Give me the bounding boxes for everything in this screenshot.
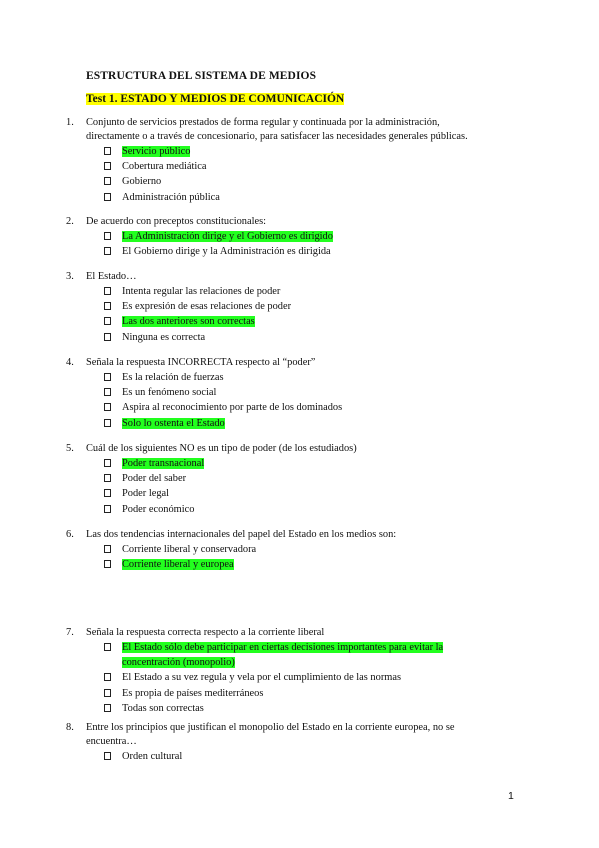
question-number: 4. <box>66 357 74 368</box>
checkbox-icon[interactable] <box>104 752 111 760</box>
answer-option-label: Solo lo ostenta el Estado <box>122 417 225 429</box>
answer-option[interactable] <box>104 244 526 259</box>
checkbox-icon[interactable] <box>104 459 111 467</box>
checkbox-icon[interactable] <box>104 505 111 513</box>
checkbox-icon[interactable] <box>104 147 111 155</box>
checkbox-icon[interactable] <box>104 545 111 553</box>
question-text-line: Las dos tendencias internacionales del papel del Estado en los medios son: <box>86 529 397 540</box>
question-text-line: encuentra… <box>86 736 137 747</box>
checkbox-icon[interactable] <box>104 560 111 568</box>
question-3 <box>66 270 526 345</box>
checkbox-icon[interactable] <box>104 287 111 295</box>
answer-option[interactable] <box>104 284 526 299</box>
question-text <box>86 215 526 229</box>
checkbox-icon[interactable] <box>104 489 111 497</box>
answer-option[interactable] <box>104 502 526 517</box>
question-text <box>86 721 526 749</box>
checkbox-icon[interactable] <box>104 388 111 396</box>
option-list <box>104 640 526 716</box>
answer-option-label: El Gobierno dirige y la Administración es dirigida <box>122 246 331 258</box>
document-title: ESTRUCTURA DEL SISTEMA DE MEDIOS <box>86 70 317 82</box>
page-number: 1 <box>508 790 514 802</box>
answer-option[interactable] <box>104 416 526 431</box>
answer-option[interactable] <box>104 542 526 557</box>
question-text <box>86 356 526 370</box>
answer-option[interactable] <box>104 144 526 159</box>
question-number: 1. <box>66 117 74 128</box>
option-list <box>104 542 526 572</box>
checkbox-icon[interactable] <box>104 403 111 411</box>
answer-option[interactable] <box>104 686 526 701</box>
question-text-line: El Estado… <box>86 271 137 282</box>
answer-option-label-line: El Estado sólo debe participar en ciertas decisiones importantes para evitar la <box>122 642 444 653</box>
checkbox-icon[interactable] <box>104 232 111 240</box>
answer-option[interactable] <box>104 486 526 501</box>
question-number: 5. <box>66 443 74 454</box>
answer-option-label: Es la relación de fuerzas <box>122 372 224 383</box>
option-list <box>104 370 526 431</box>
answer-option[interactable] <box>104 557 526 572</box>
answer-option-label: La Administración dirige y el Gobierno es dirigido <box>122 231 333 242</box>
answer-option-label: Gobierno <box>122 176 162 188</box>
answer-option[interactable] <box>104 640 526 670</box>
answer-option-label: Orden cultural <box>122 751 183 762</box>
option-list <box>104 229 526 259</box>
answer-option[interactable] <box>104 190 526 205</box>
answer-option-label: Es propia de países mediterráneos <box>122 687 264 699</box>
answer-option[interactable] <box>104 229 526 244</box>
answer-option-label: Todas son correctas <box>122 702 204 714</box>
answer-option-label: Poder transnacional <box>122 458 205 469</box>
question-text <box>86 116 526 144</box>
test-subtitle-text: Test 1. ESTADO Y MEDIOS DE COMUNICACIÓN <box>86 93 345 105</box>
checkbox-icon[interactable] <box>104 193 111 201</box>
answer-option-label: Cobertura mediática <box>122 161 207 173</box>
answer-option-label: Intenta regular las relaciones de poder <box>122 286 281 297</box>
answer-option[interactable] <box>104 159 526 174</box>
question-text-line: Conjunto de servicios prestados de forma regular y continuada por la administración, <box>86 117 440 128</box>
option-list <box>104 749 526 764</box>
answer-option[interactable] <box>104 385 526 400</box>
answer-option-label: Poder del saber <box>122 473 187 485</box>
question-4 <box>66 356 526 431</box>
answer-option-label: Las dos anteriores son correctas <box>122 316 255 328</box>
checkbox-icon[interactable] <box>104 643 111 651</box>
option-list <box>104 284 526 345</box>
checkbox-icon[interactable] <box>104 247 111 255</box>
question-2 <box>66 215 526 259</box>
question-text-line: Señala la respuesta correcta respecto a la corriente liberal <box>86 627 325 638</box>
answer-option-label: Aspira al reconocimiento por parte de los dominados <box>122 402 343 414</box>
answer-option-label: Servicio público <box>122 146 191 157</box>
answer-option[interactable] <box>104 400 526 415</box>
question-text <box>86 270 526 284</box>
answer-option[interactable] <box>104 174 526 189</box>
question-text <box>86 626 526 640</box>
question-text-line: Cuál de los siguientes NO es un tipo de poder (de los estudiados) <box>86 443 357 454</box>
question-number: 8. <box>66 722 74 733</box>
option-list <box>104 456 526 517</box>
question-text-line: Entre los principios que justifican el monopolio del Estado en la corriente europea, no se <box>86 722 455 733</box>
answer-option[interactable] <box>104 471 526 486</box>
question-number: 7. <box>66 627 74 638</box>
checkbox-icon[interactable] <box>104 317 111 325</box>
checkbox-icon[interactable] <box>104 474 111 482</box>
test-subtitle <box>86 93 344 105</box>
checkbox-icon[interactable] <box>104 689 111 697</box>
checkbox-icon[interactable] <box>104 177 111 185</box>
answer-option[interactable] <box>104 330 526 345</box>
answer-option[interactable] <box>104 456 526 471</box>
question-8 <box>66 721 526 764</box>
answer-option[interactable] <box>104 670 526 685</box>
question-number: 6. <box>66 529 74 540</box>
answer-option-label: Poder legal <box>122 488 170 500</box>
checkbox-icon[interactable] <box>104 373 111 381</box>
answer-option[interactable] <box>104 749 526 764</box>
question-7 <box>66 626 526 716</box>
answer-option-label-line: concentración (monopolio) <box>122 657 235 669</box>
question-5 <box>66 442 526 517</box>
option-list <box>104 144 526 205</box>
question-text-line: Señala la respuesta INCORRECTA respecto al “poder” <box>86 357 316 368</box>
answer-option[interactable] <box>104 370 526 385</box>
answer-option-label <box>122 642 443 668</box>
answer-option-label: Corriente liberal y conservadora <box>122 544 257 555</box>
answer-option[interactable] <box>104 701 526 716</box>
answer-option[interactable] <box>104 314 526 329</box>
question-6 <box>66 528 526 572</box>
checkbox-icon[interactable] <box>104 704 111 712</box>
checkbox-icon[interactable] <box>104 302 111 310</box>
answer-option-label: El Estado a su vez regula y vela por el cumplimiento de las normas <box>122 672 402 684</box>
question-number: 2. <box>66 216 74 227</box>
checkbox-icon[interactable] <box>104 333 111 341</box>
question-text-line: De acuerdo con preceptos constitucionales: <box>86 216 267 227</box>
question-text-line: directamente o a través de concesionario, para satisfacer las necesidades generales públicas. <box>86 131 468 142</box>
answer-option[interactable] <box>104 299 526 314</box>
answer-option-label: Administración pública <box>122 191 220 203</box>
answer-option-label: Poder económico <box>122 503 195 515</box>
question-text <box>86 528 526 542</box>
answer-option-label: Ninguna es correcta <box>122 331 206 343</box>
answer-option-label: Es expresión de esas relaciones de poder <box>122 301 292 313</box>
checkbox-icon[interactable] <box>104 673 111 681</box>
question-text <box>86 442 526 456</box>
checkbox-icon[interactable] <box>104 162 111 170</box>
answer-option-label: Es un fenómeno social <box>122 387 217 399</box>
checkbox-icon[interactable] <box>104 419 111 427</box>
answer-option-label: Corriente liberal y europea <box>122 559 234 571</box>
question-1 <box>66 116 526 205</box>
question-number: 3. <box>66 271 74 282</box>
